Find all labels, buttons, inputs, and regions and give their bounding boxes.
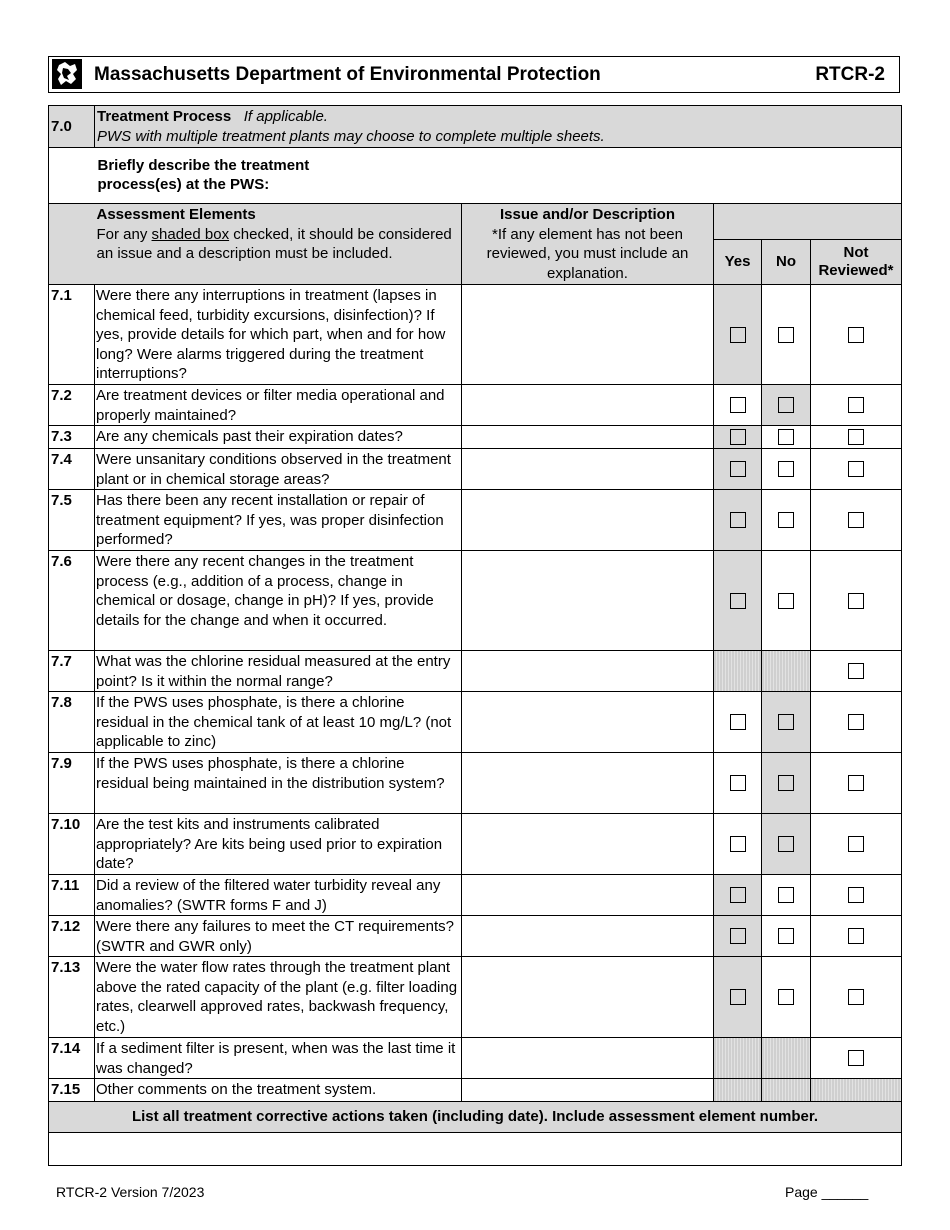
- item-question: Other comments on the treatment system.: [95, 1079, 462, 1102]
- yes-checkbox[interactable]: [714, 753, 762, 814]
- yes-checkbox-box: [730, 429, 746, 445]
- item-number: 7.3: [49, 426, 95, 449]
- not-reviewed-checkbox[interactable]: [811, 916, 902, 957]
- issue-description-field[interactable]: [462, 916, 714, 957]
- corrective-actions-header-row: [49, 1102, 902, 1133]
- no-column-header: No: [762, 240, 811, 285]
- yes-checkbox-box: [730, 714, 746, 730]
- not-reviewed-checkbox-box: [848, 928, 864, 944]
- item-number: 7.10: [49, 814, 95, 875]
- yes-checkbox[interactable]: [714, 814, 762, 875]
- table-row: [49, 814, 902, 875]
- yes-not-applicable-cell: [714, 1038, 762, 1079]
- section-number: 7.0: [49, 106, 95, 148]
- no-checkbox[interactable]: [762, 875, 811, 916]
- issue-description-field[interactable]: [462, 651, 714, 692]
- corrective-actions-row: [49, 1133, 902, 1166]
- no-checkbox-box: [778, 397, 794, 413]
- no-checkbox-box: [778, 461, 794, 477]
- not-reviewed-checkbox-box: [848, 593, 864, 609]
- no-checkbox[interactable]: [762, 692, 811, 753]
- not-reviewed-checkbox[interactable]: [811, 551, 902, 651]
- item-question: Did a review of the filtered water turbidity reveal any anomalies? (SWTR forms F and J): [95, 875, 462, 916]
- yes-checkbox[interactable]: [714, 285, 762, 385]
- no-not-applicable-cell: [762, 1079, 811, 1102]
- yes-checkbox[interactable]: [714, 426, 762, 449]
- no-not-applicable-cell: [762, 651, 811, 692]
- issue-description-field[interactable]: [462, 449, 714, 490]
- not-reviewed-checkbox[interactable]: [811, 651, 902, 692]
- issue-description-field[interactable]: [462, 753, 714, 814]
- item-question: Were there any interruptions in treatment (lapses in chemical feed, turbidity excursions, disinfection)? If yes, provide details for which part, when and for how long? Were alarms triggered during the treatment interruptions?: [95, 285, 462, 385]
- item-question: Were there any failures to meet the CT requirements? (SWTR and GWR only): [95, 916, 462, 957]
- item-number: 7.13: [49, 957, 95, 1038]
- yes-checkbox-box: [730, 512, 746, 528]
- no-checkbox-box: [778, 775, 794, 791]
- massdep-logo-icon: [52, 59, 82, 89]
- section-title: Treatment Process: [97, 108, 232, 125]
- issue-description-header: Issue and/or Description *If any element has not been reviewed, you must include an explanation.: [462, 204, 714, 285]
- not-reviewed-checkbox[interactable]: [811, 426, 902, 449]
- item-question: If the PWS uses phosphate, is there a chlorine residual being maintained in the distribution system?: [95, 753, 462, 814]
- yes-not-applicable-cell: [714, 1079, 762, 1102]
- not-reviewed-checkbox-box: [848, 714, 864, 730]
- table-row: [49, 285, 902, 385]
- issue-description-field[interactable]: [462, 426, 714, 449]
- not-reviewed-checkbox-box: [848, 397, 864, 413]
- item-number: 7.11: [49, 875, 95, 916]
- not-reviewed-checkbox-box: [848, 327, 864, 343]
- describe-prompt[interactable]: Briefly describe the treatment process(es) at the PWS:: [95, 148, 902, 204]
- not-reviewed-checkbox-box: [848, 989, 864, 1005]
- treatment-assessment-table: [48, 105, 902, 1166]
- agency-name: Massachusetts Department of Environmental Protection: [94, 64, 601, 85]
- no-checkbox[interactable]: [762, 957, 811, 1038]
- section-header-row: [49, 106, 902, 148]
- item-number: 7.9: [49, 753, 95, 814]
- table-row: [49, 916, 902, 957]
- no-checkbox[interactable]: [762, 385, 811, 426]
- item-question: If the PWS uses phosphate, is there a chlorine residual in the chemical tank of at least 10 mg/L? (not applicable to zinc): [95, 692, 462, 753]
- issue-description-field[interactable]: [462, 385, 714, 426]
- no-checkbox-box: [778, 429, 794, 445]
- item-number: 7.7: [49, 651, 95, 692]
- issue-description-field[interactable]: [462, 692, 714, 753]
- yes-checkbox-box: [730, 928, 746, 944]
- not-reviewed-checkbox[interactable]: [811, 285, 902, 385]
- not-reviewed-checkbox-box: [848, 663, 864, 679]
- item-question: Are the test kits and instruments calibrated appropriately? Are kits being used prior to expiration date?: [95, 814, 462, 875]
- no-checkbox-box: [778, 593, 794, 609]
- yes-checkbox[interactable]: [714, 916, 762, 957]
- no-checkbox[interactable]: [762, 551, 811, 651]
- no-checkbox-box: [778, 989, 794, 1005]
- form-version: RTCR-2 Version 7/2023: [56, 1184, 205, 1200]
- describe-row: [49, 148, 902, 204]
- no-checkbox[interactable]: [762, 490, 811, 551]
- yes-checkbox[interactable]: [714, 449, 762, 490]
- no-checkbox[interactable]: [762, 753, 811, 814]
- item-question: Has there been any recent installation or repair of treatment equipment? If yes, was proper disinfection performed?: [95, 490, 462, 551]
- item-question: Are treatment devices or filter media operational and properly maintained?: [95, 385, 462, 426]
- not-reviewed-checkbox-box: [848, 429, 864, 445]
- no-checkbox[interactable]: [762, 814, 811, 875]
- item-number: 7.6: [49, 551, 95, 651]
- table-row: [49, 490, 902, 551]
- yes-checkbox[interactable]: [714, 551, 762, 651]
- no-checkbox-box: [778, 327, 794, 343]
- not-reviewed-checkbox[interactable]: [811, 385, 902, 426]
- yes-checkbox[interactable]: [714, 957, 762, 1038]
- yes-checkbox[interactable]: [714, 875, 762, 916]
- yes-checkbox-box: [730, 836, 746, 852]
- item-question: What was the chlorine residual measured at the entry point? Is it within the normal range?: [95, 651, 462, 692]
- table-row: [49, 385, 902, 426]
- table-row: [49, 875, 902, 916]
- item-number: 7.12: [49, 916, 95, 957]
- yes-checkbox-box: [730, 327, 746, 343]
- no-checkbox-box: [778, 714, 794, 730]
- item-question: If a sediment filter is present, when was the last time it was changed?: [95, 1038, 462, 1079]
- yes-not-applicable-cell: [714, 651, 762, 692]
- no-checkbox-box: [778, 512, 794, 528]
- not-reviewed-column-header: Not Reviewed*: [811, 240, 902, 285]
- table-row: [49, 651, 902, 692]
- no-checkbox[interactable]: [762, 285, 811, 385]
- not-reviewed-checkbox[interactable]: [811, 875, 902, 916]
- no-checkbox-box: [778, 836, 794, 852]
- section-note: PWS with multiple treatment plants may choose to complete multiple sheets.: [97, 127, 605, 145]
- no-checkbox[interactable]: [762, 449, 811, 490]
- not-reviewed-not-applicable-cell: [811, 1079, 902, 1102]
- item-number: 7.4: [49, 449, 95, 490]
- no-checkbox-box: [778, 887, 794, 903]
- item-number: 7.15: [49, 1079, 95, 1102]
- issue-description-field[interactable]: [462, 1038, 714, 1079]
- issue-description-field[interactable]: [462, 957, 714, 1038]
- item-number: 7.5: [49, 490, 95, 551]
- issue-description-field[interactable]: [462, 814, 714, 875]
- yes-checkbox-box: [730, 397, 746, 413]
- not-reviewed-checkbox[interactable]: [811, 449, 902, 490]
- no-not-applicable-cell: [762, 1038, 811, 1079]
- table-row: [49, 551, 902, 651]
- table-row: [49, 1038, 902, 1079]
- assessment-elements-header: Assessment Elements For any shaded box checked, it should be considered an issue and a description must be included.: [95, 204, 462, 285]
- table-row: [49, 692, 902, 753]
- item-question: Were the water flow rates through the treatment plant above the rated capacity of the plant (e.g. filter loading rates, clearwell approved rates, backwash frequency, etc.): [95, 957, 462, 1038]
- form-code: RTCR-2: [815, 64, 885, 85]
- yes-checkbox[interactable]: [714, 692, 762, 753]
- item-number: 7.1: [49, 285, 95, 385]
- not-reviewed-checkbox[interactable]: [811, 814, 902, 875]
- item-number: 7.2: [49, 385, 95, 426]
- yes-checkbox-box: [730, 461, 746, 477]
- corrective-actions-heading: List all treatment corrective actions taken (including date). Include assessment element number.: [49, 1102, 902, 1133]
- item-number: 7.8: [49, 692, 95, 753]
- column-header-row: [49, 204, 902, 240]
- item-question: Were unsanitary conditions observed in the treatment plant or in chemical storage areas?: [95, 449, 462, 490]
- yes-column-header: Yes: [714, 240, 762, 285]
- corrective-actions-field[interactable]: [49, 1133, 902, 1166]
- item-number: 7.14: [49, 1038, 95, 1079]
- no-checkbox[interactable]: [762, 426, 811, 449]
- page-number-field[interactable]: Page ______: [785, 1184, 869, 1200]
- item-question: Are any chemicals past their expiration dates?: [95, 426, 462, 449]
- not-reviewed-checkbox-box: [848, 887, 864, 903]
- yes-checkbox-box: [730, 593, 746, 609]
- not-reviewed-checkbox[interactable]: [811, 1038, 902, 1079]
- not-reviewed-checkbox-box: [848, 775, 864, 791]
- yes-checkbox-box: [730, 887, 746, 903]
- issue-description-field[interactable]: [462, 875, 714, 916]
- not-reviewed-checkbox[interactable]: [811, 957, 902, 1038]
- form-header: [48, 56, 900, 93]
- issue-description-field[interactable]: [462, 1079, 714, 1102]
- no-checkbox-box: [778, 928, 794, 944]
- section-applicability: If applicable.: [243, 108, 328, 125]
- issue-description-field[interactable]: [462, 551, 714, 651]
- yes-checkbox-box: [730, 989, 746, 1005]
- not-reviewed-checkbox-box: [848, 461, 864, 477]
- yes-checkbox[interactable]: [714, 385, 762, 426]
- table-row: [49, 449, 902, 490]
- not-reviewed-checkbox-box: [848, 836, 864, 852]
- issue-description-field[interactable]: [462, 285, 714, 385]
- table-row: [49, 753, 902, 814]
- yes-checkbox[interactable]: [714, 490, 762, 551]
- table-row: [49, 426, 902, 449]
- not-reviewed-checkbox[interactable]: [811, 753, 902, 814]
- item-question: Were there any recent changes in the treatment process (e.g., addition of a process, change in chemical or dosage, change in pH)? If yes, provide details for the change and when it occurred.: [95, 551, 462, 651]
- no-checkbox[interactable]: [762, 916, 811, 957]
- yes-checkbox-box: [730, 775, 746, 791]
- table-row: [49, 1079, 902, 1102]
- table-row: [49, 957, 902, 1038]
- not-reviewed-checkbox-box: [848, 512, 864, 528]
- issue-description-field[interactable]: [462, 490, 714, 551]
- not-reviewed-checkbox[interactable]: [811, 490, 902, 551]
- not-reviewed-checkbox-box: [848, 1050, 864, 1066]
- not-reviewed-checkbox[interactable]: [811, 692, 902, 753]
